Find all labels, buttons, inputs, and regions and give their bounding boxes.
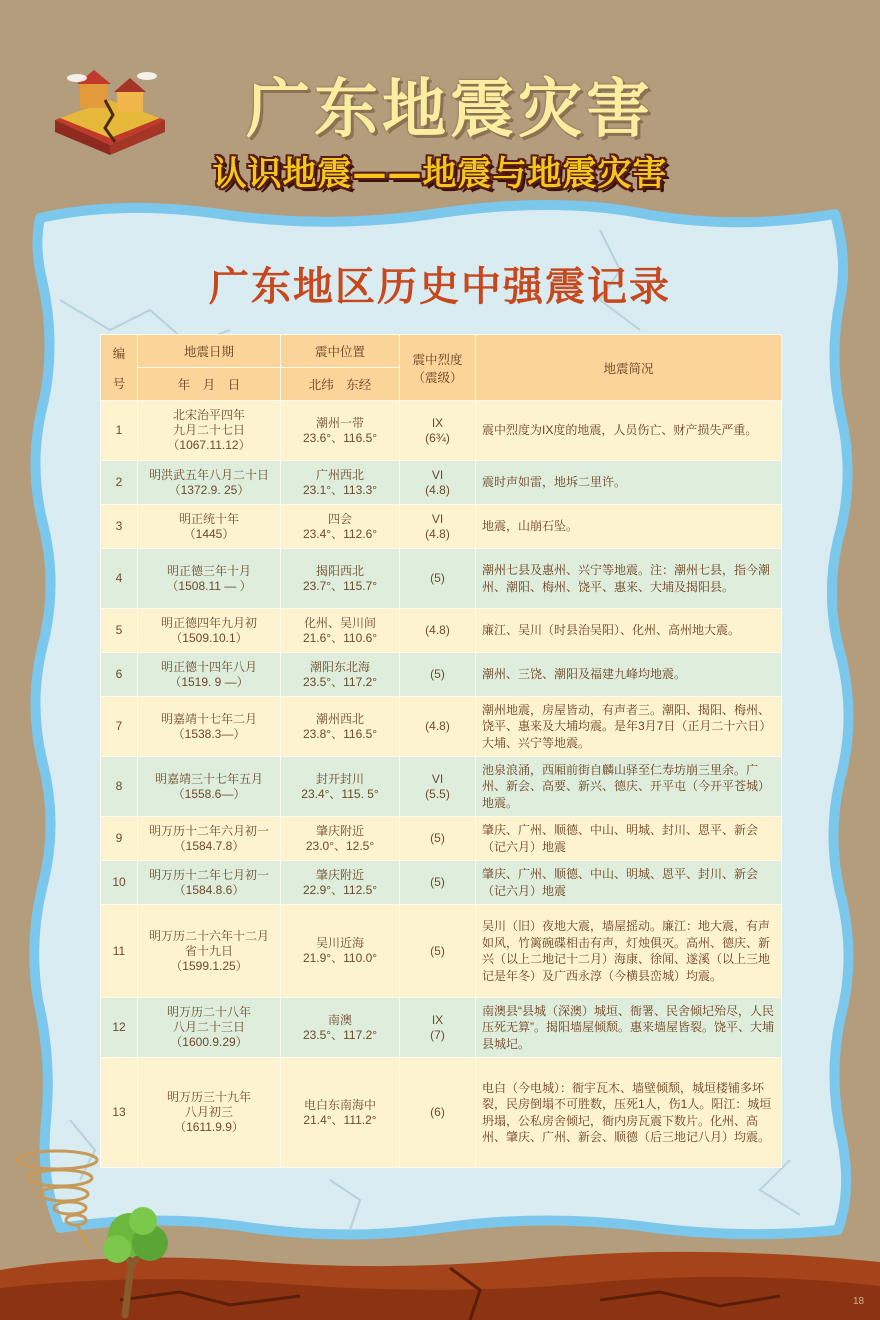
row-number: 12 [101,998,138,1058]
header-date-sub: 年 月 日 [138,368,281,401]
header-location-sub: 北纬 东经 [281,368,400,401]
table-body [101,401,782,1168]
row-date: 北宋治平四年 九月二十七日 （1067.11.12） [138,401,281,461]
row-location: 潮阳东北海 23.5°、117.2° [281,653,400,697]
row-number: 5 [101,609,138,653]
row-summary: 南澳县“县城（深澳）城垣、衙署、民舍倾圮殆尽，人民压死无算”。揭阳墙屋倾颓。惠来墙屋皆裂。饶平、大埔县城圮。 [476,998,782,1058]
table-row [101,697,782,757]
row-location: 潮州西北 23.8°、116.5° [281,697,400,757]
row-intensity: (4.8) [400,609,476,653]
row-intensity: VI (4.8) [400,505,476,549]
row-location: 肇庆附近 22.9°、112.5° [281,861,400,905]
row-intensity: (6) [400,1058,476,1168]
header-num: 编 号 [101,335,138,401]
table-row [101,817,782,861]
row-intensity: VI (5.5) [400,757,476,817]
row-number: 6 [101,653,138,697]
row-summary: 电白（今电城）：衙宇瓦木、墙壁倾颓，城垣楼铺多坏裂，民房倒塌不可胜数，压死1人，伤1人。阳江：城垣坍塌，公私房舍倾圮，衙内房瓦震下数片。化州、高州、肇庆、广州、新会、顺德（后三地记八月）均震。 [476,1058,782,1168]
main-title: 广东地震灾害 [246,72,654,147]
row-date: 明万历三十九年 八月初三 （1611.9.9） [138,1058,281,1168]
header-location: 震中位置 [281,335,400,368]
row-intensity: (5) [400,905,476,998]
house-crack-icon [55,70,165,155]
row-date: 明正德四年九月初 （1509.10.1） [138,609,281,653]
row-location: 化州、吴川间 21.6°、110.6° [281,609,400,653]
row-number: 1 [101,401,138,461]
row-number: 8 [101,757,138,817]
row-summary: 肇庆、广州、顺德、中山、明城、封川、恩平、新会（记六月）地震 [476,817,782,861]
table-row [101,401,782,461]
row-number: 13 [101,1058,138,1168]
row-intensity: (5) [400,549,476,609]
header-intensity: 震中烈度 （震级） [400,335,476,401]
row-number: 10 [101,861,138,905]
section-title: 广东地区历史中强震记录 [209,263,671,310]
row-date: 明正统十年 （1445） [138,505,281,549]
row-date: 明洪武五年八月二十日 （1372.9. 25） [138,461,281,505]
row-location: 揭阳西北 23.7°、115.7° [281,549,400,609]
row-date: 明万历十二年六月初一 （1584.7.8） [138,817,281,861]
row-location: 广州西北 23.1°、113.3° [281,461,400,505]
row-date: 明正德十四年八月 （1519. 9 —） [138,653,281,697]
row-summary: 潮州七县及惠州、兴宁等地震。注：潮州七县，指今潮州、潮阳、梅州、饶平、惠来、大埔及揭阳县。 [476,549,782,609]
row-summary: 廉江、吴川（时县治吴阳）、化州、高州地大震。 [476,609,782,653]
row-summary: 肇庆、广州、顺德、中山、明城、恩平、封川、新会（记六月）地震 [476,861,782,905]
row-summary: 吴川（旧）夜地大震，墙屋摇动。廉江：地大震，有声如风，竹篱碗碟相击有声，灯烛俱灭。高州、德庆、新兴（以上二地记十二月）海康、徐闻、遂溪（以上三地记是年冬）及广西永淳（今横县峦城）均震。 [476,905,782,998]
row-location: 潮州一带 23.6°、116.5° [281,401,400,461]
row-intensity: (4.8) [400,697,476,757]
table-row [101,461,782,505]
row-location: 电白东南海中 21.4°、111.2° [281,1058,400,1168]
row-summary: 震中烈度为IX度的地震，人员伤亡、财产损失严重。 [476,401,782,461]
row-date: 明万历二十八年 八月二十三日 （1600.9.29） [138,998,281,1058]
row-intensity: (5) [400,861,476,905]
row-number: 9 [101,817,138,861]
row-number: 2 [101,461,138,505]
row-number: 11 [101,905,138,998]
earthquake-table [100,334,782,1168]
row-location: 吴川近海 21.9°、110.0° [281,905,400,998]
table-row [101,505,782,549]
row-intensity: VI (4.8) [400,461,476,505]
table-row [101,757,782,817]
row-date: 明万历二十六年十二月 省十九日 （1599.1.25） [138,905,281,998]
row-location: 肇庆附近 23.0°、12.5° [281,817,400,861]
row-summary: 震时声如雷，地坼二里许。 [476,461,782,505]
row-intensity: (5) [400,653,476,697]
row-summary: 地震，山崩石坠。 [476,505,782,549]
row-intensity: IX (7) [400,998,476,1058]
page-number: 18 [853,1296,865,1307]
row-number: 7 [101,697,138,757]
header-date: 地震日期 [138,335,281,368]
table-row [101,998,782,1058]
row-summary: 潮州、三饶、潮阳及福建九峰均地震。 [476,653,782,697]
row-number: 3 [101,505,138,549]
table-row [101,861,782,905]
table-row [101,1058,782,1168]
row-number: 4 [101,549,138,609]
row-date: 明正德三年十月 （1508.11 — ） [138,549,281,609]
subtitle: 认识地震——地震与地震灾害 [212,154,668,194]
table-row [101,653,782,697]
row-location: 南澳 23.5°、117.2° [281,998,400,1058]
row-intensity: IX (6¾) [400,401,476,461]
row-intensity: (5) [400,817,476,861]
row-location: 封开封川 23.4°、115. 5° [281,757,400,817]
row-date: 明嘉靖三十七年五月 （1558.6—） [138,757,281,817]
row-summary: 池泉浪涌，西厢前街自麟山驿至仁寿坊崩三里余。广州、新会、高要、新兴、德庆、开平屯（今开平苍城）地震。 [476,757,782,817]
table-row [101,549,782,609]
header-summary: 地震简况 [476,335,782,401]
row-date: 明万历十二年七月初一 （1584.8.6） [138,861,281,905]
row-date: 明嘉靖十七年二月 （1538.3—） [138,697,281,757]
row-location: 四会 23.4°、112.6° [281,505,400,549]
table-row [101,609,782,653]
table-row [101,905,782,998]
row-summary: 潮州地震，房屋皆动，有声者三。潮阳、揭阳、梅州、饶平、惠来及大埔均震。是年3月7日（正月二十六日）大埔、兴宁等地震。 [476,697,782,757]
